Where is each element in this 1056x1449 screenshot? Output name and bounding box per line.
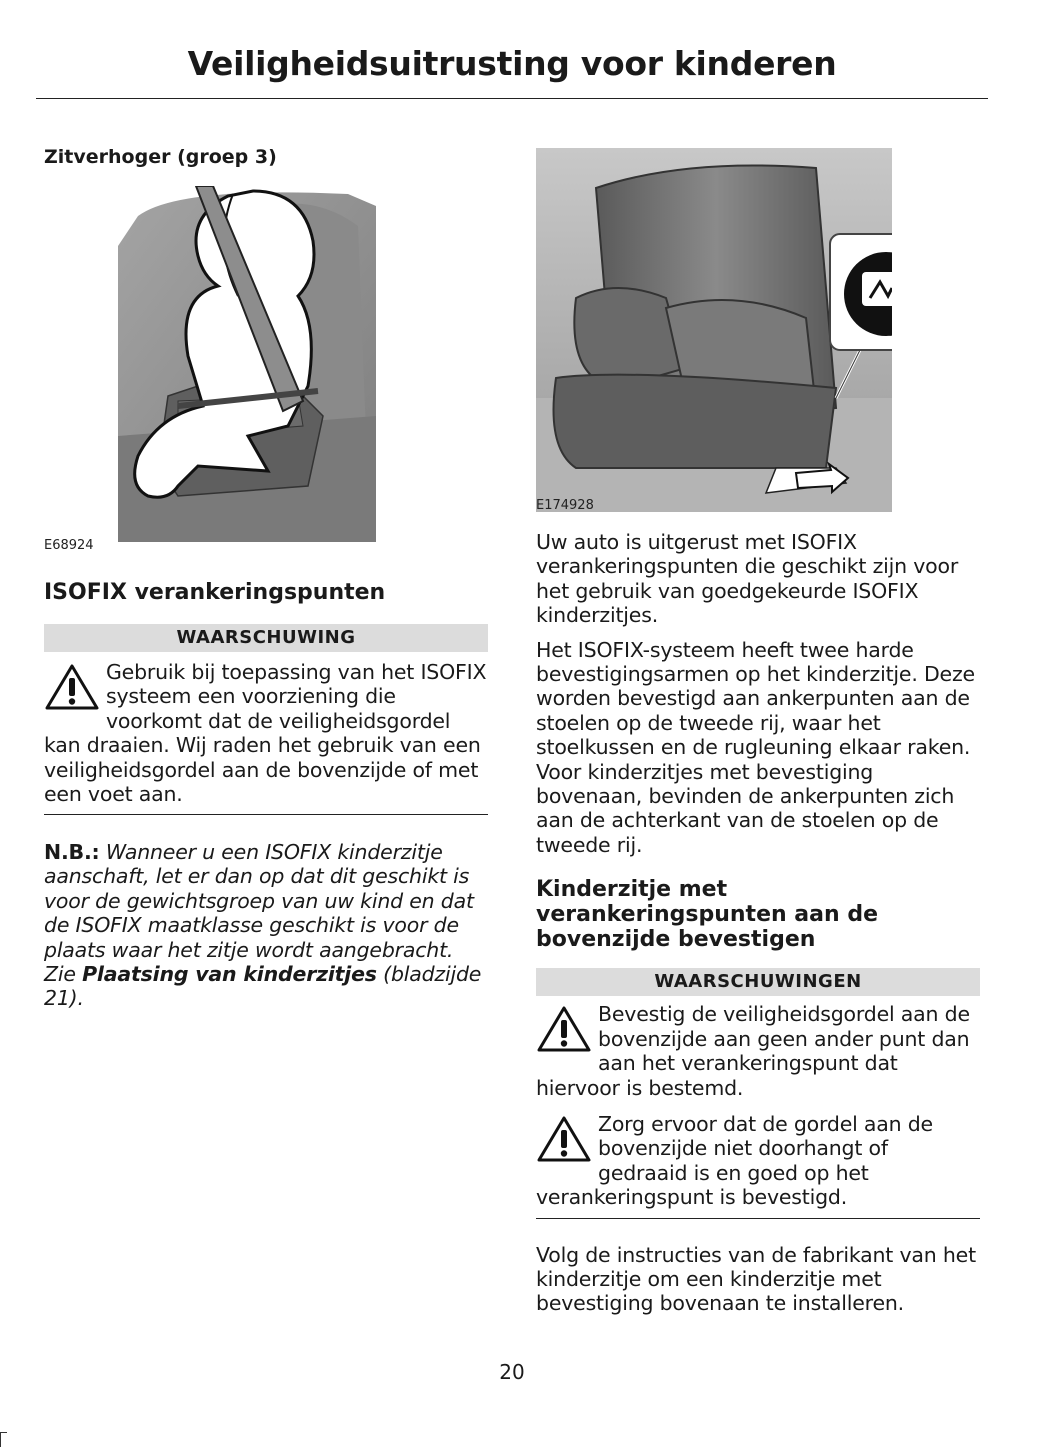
warning-triangle-icon xyxy=(44,662,100,712)
booster-seat-illustration xyxy=(118,186,380,542)
warning-text: Gebruik bij toepassing van het ISOFIX systeem een voorziening die voorkomt dat de veiligheidsgordel kan draaien. Wij raden het gebruik van een veiligheidsgordel aan de bovenzijde of met een voet aan. xyxy=(44,660,487,807)
page-title: Veiligheidsuitrusting voor kinderen xyxy=(187,44,837,83)
page-number: 20 xyxy=(499,1360,525,1384)
warning-item xyxy=(536,1002,980,1100)
figure-code: E174928 xyxy=(536,498,594,513)
warning-box xyxy=(44,624,488,815)
warnings-label: WAARSCHUWINGEN xyxy=(536,968,980,996)
isofix-description: Het ISOFIX-systeem heeft twee harde bevestigingsarmen op het kinderzitje. Deze worden bevestigd aan ankerpunten aan de stoelen op de tweede rij, waar het stoelkussen en de rugleuning elkaar raken. Voor kinderzitjes met bevestiging bovenaan, bevinden de ankerpunten zich aan de achterkant van de stoelen op de tweede rij. xyxy=(536,637,975,857)
warnings-end-rule xyxy=(536,1218,980,1219)
warning-triangle-icon xyxy=(536,1004,592,1054)
note-block xyxy=(44,840,488,1011)
isofix-heading: ISOFIX verankeringspunten xyxy=(44,580,386,605)
warning-item xyxy=(536,1112,980,1210)
isofix-seat-illustration xyxy=(536,148,892,512)
right-body xyxy=(536,530,982,1316)
title-divider xyxy=(36,98,988,99)
warnings-box xyxy=(536,968,980,1218)
warning-triangle-icon xyxy=(536,1114,592,1164)
figure-code: E68924 xyxy=(44,538,94,553)
isofix-intro: Uw auto is uitgerust met ISOFIX verankeringspunten die geschikt zijn voor het gebruik van goedgekeurde ISOFIX kinderzitjes. xyxy=(536,530,959,628)
warning-label: WAARSCHUWING xyxy=(44,624,488,652)
install-instructions: Volg de instructies van de fabrikant van het kinderzitje om een kinderzitje met bevestiging bovenaan te installeren. xyxy=(536,1242,976,1316)
top-tether-heading: Kinderzitje met verankeringspunten aan de bovenzijde bevestigen xyxy=(536,877,878,953)
note-page-ref: (bladzijde 21). xyxy=(44,962,482,1011)
warning-item-text: Zorg ervoor dat de gordel aan de bovenzijde niet doorhangt of gedraaid is en goed op het verankeringspunt is bevestigd. xyxy=(536,1111,933,1210)
note-link[interactable]: Plaatsing van kinderzitjes xyxy=(82,962,377,987)
isofix-seat-figure xyxy=(536,148,892,512)
note-text: Wanneer u een ISOFIX kinderzitje aanschaft, let er dan op dat dit geschikt is voor de gewichtsgroep van uw kind en dat de ISOFIX maatklasse geschikt is voor de plaats waar het zitje wordt aangebracht. Zie xyxy=(44,840,474,987)
booster-heading: Zitverhoger (groep 3) xyxy=(44,146,277,168)
booster-seat-figure xyxy=(118,186,380,542)
note-label: N.B.: xyxy=(44,840,100,864)
crop-mark xyxy=(0,1432,7,1447)
warning-item-text: Bevestig de veiligheidsgordel aan de bovenzijde aan geen ander punt dan aan het verankeringspunt dat hiervoor is bestemd. xyxy=(536,1002,970,1100)
warning-end-rule xyxy=(44,814,488,815)
